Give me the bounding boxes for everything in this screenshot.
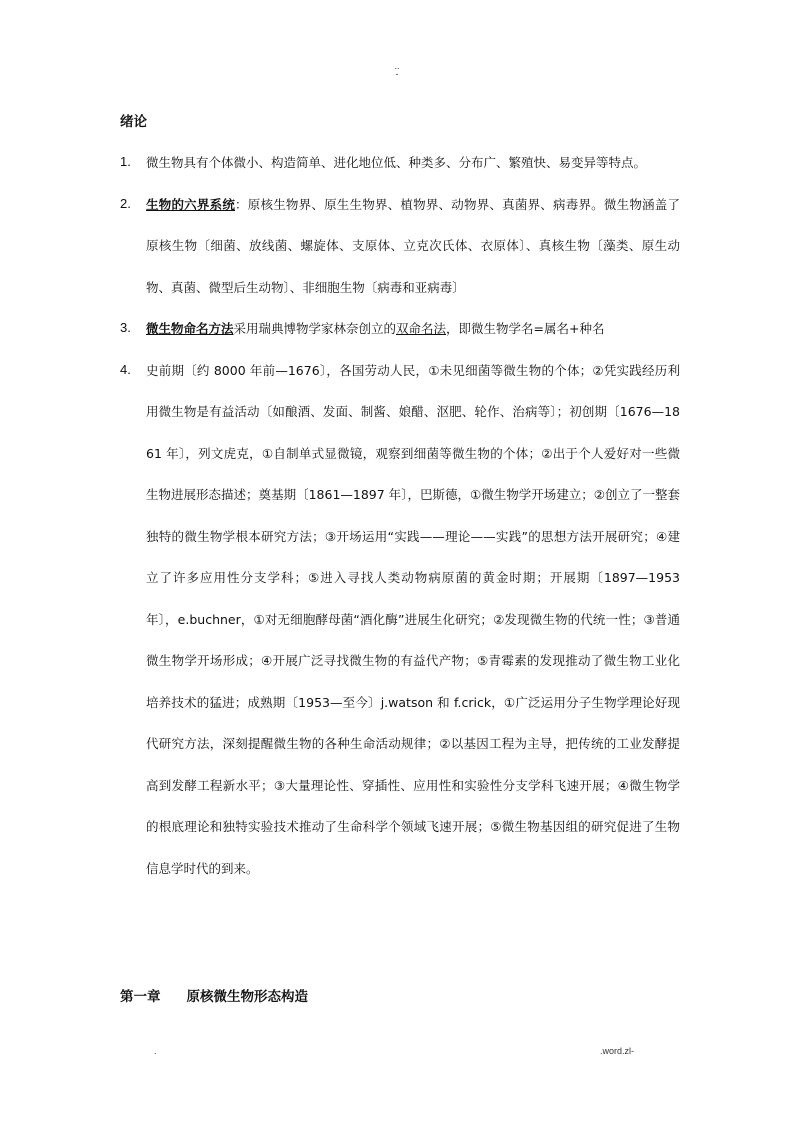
- item-body: [146, 184, 680, 309]
- intro-heading: [120, 110, 147, 130]
- item-text: 史前期〔约 8000 年前—1676〕，各国劳动人民，①未见细菌等微生物的个体；②凭实践经历利用微生物是有益活动〔如酿酒、发面、制酱、娘醋、沤肥、轮作、治病等〕；初创期〔1676—1861 年〕，列文虎克，①自制单式显微镜，观察到细菌等微生物的个体；②出于个人爱好对一些微生物进展形态描述；奠基期〔1861—1897 年〕，巴斯德，①微生物学开场建立；②创立了一整套独特的微生物学根本研究方法；③开场运用“实践——理论——实践”的思想方法开展研究；④建立了许多应用性分支学科；⑤进入寻找人类动物病原菌的黄金时期；开展期〔1897—1953 年〕，e.buchner，①对无细胞酵母菌“酒化酶”进展生化研究；②发现微生物的代统一性；③普通微生物学开场形成；④开展广泛寻找微生物的有益代产物；⑤青霉素的发现推动了微生物工业化培养技术的猛进；成熟期〔1953—至今〕j.watson 和 f.crick，①广泛运用分子生物学理论好现代研究方法，深刻提醒微生物的各种生命活动规律；②以基因工程为主导，把传统的工业发酵提高到发酵工程新水平；③大量理论性、穿插性、应用性和实验性分支学科飞速开展；④微生物学的根底理论和独特实验技术推动了生命科学个领域飞速开展；⑤微生物基因组的研究促进了生物信息学时代的到来。: [146, 362, 680, 876]
- intro-list: [120, 142, 680, 889]
- item-highlight: 生物的六界系统: [146, 196, 236, 212]
- list-item: [120, 142, 680, 184]
- intro-title: 绪论: [120, 114, 147, 130]
- item-text-after: ，即微生物学名=属名+种名: [446, 321, 605, 336]
- item-body: [146, 308, 680, 350]
- header-mark-bottom: -: [395, 69, 399, 79]
- item-number: 4.: [120, 361, 131, 377]
- item-text-before: 采用瑞典博物学家林奈创立的: [233, 321, 397, 336]
- chapter-label: 第一章: [120, 989, 161, 1005]
- item-underline: 双命名法: [396, 321, 447, 336]
- item-number: 3.: [120, 320, 131, 335]
- item-highlight: 微生物命名方法: [146, 321, 234, 336]
- header-mark-top: ..: [394, 61, 400, 71]
- item-text: 微生物具有个体微小、构造简单、进化地位低、种类多、分布广、繁殖快、易变异等特点。: [146, 155, 647, 170]
- list-item: [120, 308, 680, 350]
- page-header-mark: [0, 62, 794, 78]
- list-item: [120, 184, 680, 309]
- item-text: ：原核生物界、原生生物界、植物界、动物界、真菌界、病毒界。微生物涵盖了原核生物〔细菌、放线菌、螺旋体、支原体、立克次氏体、衣原体〕、真核生物〔藻类、原生动物、真菌、微型后生动物〕、非细胞生物〔病毒和亚病毒〕: [146, 196, 680, 295]
- chapter-heading: [120, 985, 308, 1005]
- item-number: 2.: [120, 195, 131, 211]
- footer-right-mark: .word.zl-: [600, 1046, 635, 1056]
- item-number: 1.: [120, 154, 131, 169]
- chapter-title: 原核微生物形态构造: [186, 989, 308, 1005]
- footer-left-mark: .: [154, 1046, 157, 1056]
- list-item: [120, 350, 680, 890]
